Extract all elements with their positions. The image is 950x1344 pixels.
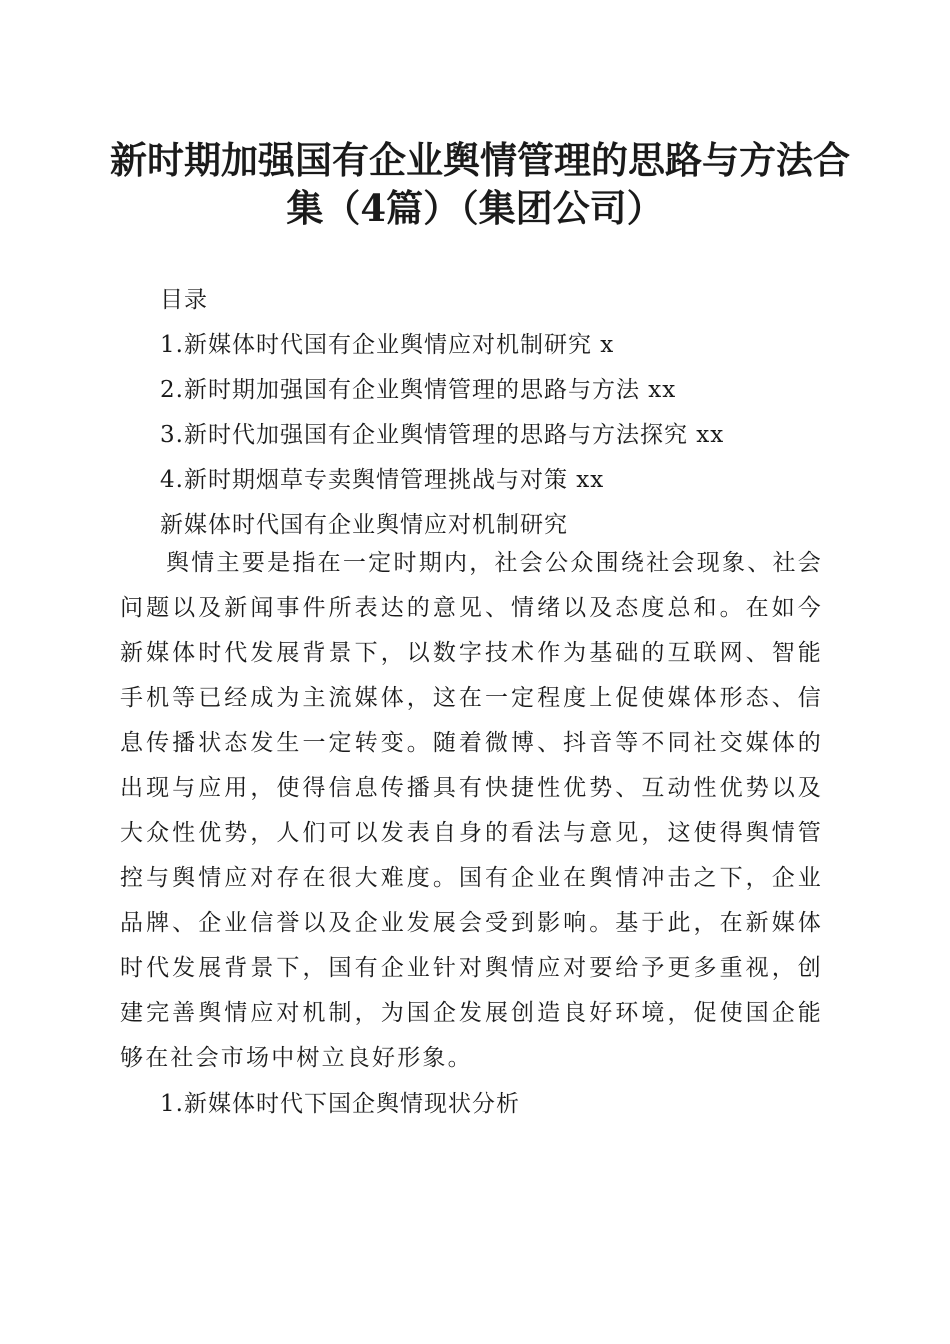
toc-item-1: 1.新媒体时代国有企业舆情应对机制研究 x [160,332,615,358]
section-title: 新媒体时代国有企业舆情应对机制研究 [160,512,568,538]
body-paragraph: 舆情主要是指在一定时期内，社会公众围绕社会现象、社会问题以及新闻事件所表达的意见、情绪以及态度总和。在如今新媒体时代发展背景下，以数字技术作为基础的互联网、智能手机等已经成为主流媒体，这在一定程度上促使媒体形态、信息传播状态发生一定转变。随着微博、抖音等不同社交媒体的出现与应用，使得信息传播具有快捷性优势、互动性优势以及大众性优势，人们可以发表自身的看法与意见，这使得舆情管控与舆情应对存在很大难度。国有企业在舆情冲击之下，企业品牌、企业信誉以及企业发展会受到影响。基于此，在新媒体时代发展背景下，国有企业针对舆情应对要给予更多重视，创建完善舆情应对机制，为国企发展创造良好环境，促使国企能够在社会市场中树立良好形象。 [120,550,823,1071]
subheading: 1.新媒体时代下国企舆情现状分析 [160,1091,520,1117]
table-of-contents [160,278,724,548]
document-title-line-2: 集（4篇）（集团公司） [286,186,664,230]
toc-item-2: 2.新时期加强国有企业舆情管理的思路与方法 xx [160,377,677,403]
document-title-line-1: 新时期加强国有企业舆情管理的思路与方法合 [110,138,850,182]
toc-item-4: 4.新时期烟草专卖舆情管理挑战与对策 xx [160,467,605,493]
toc-item-3: 3.新时代加强国有企业舆情管理的思路与方法探究 xx [160,422,725,448]
toc-heading: 目录 [160,287,208,313]
